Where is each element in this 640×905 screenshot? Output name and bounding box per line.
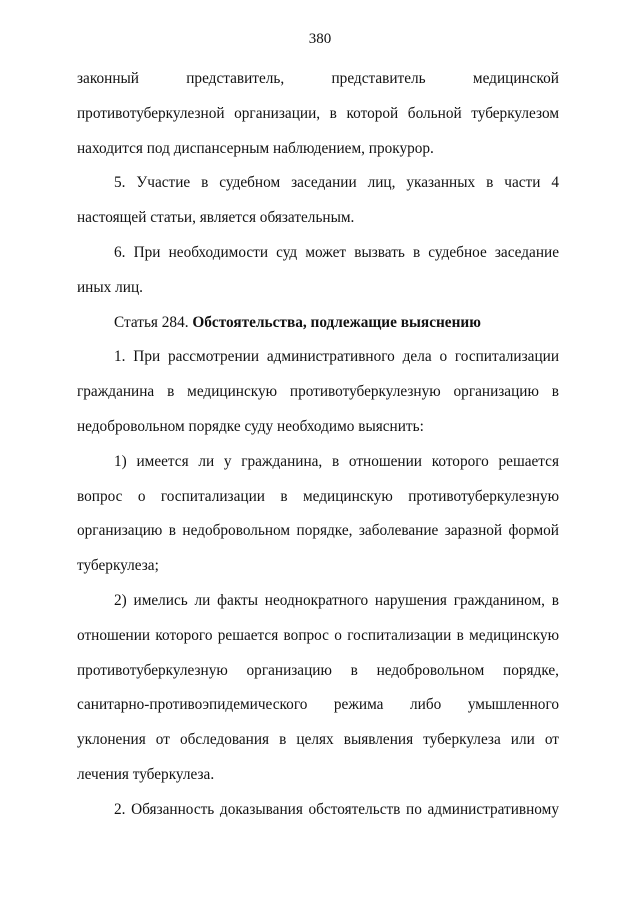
paragraph-part-6: 6. При необходимости суд может вызвать в судебное заседание иных лиц. [77,243,559,296]
paragraph-continuation: законный представитель, представитель медицинской противотуберкулезной организации, в которой больной туберкулезом находится под диспансерным наблюдением, прокурор. [77,70,559,157]
list-item-2: 2) имелись ли факты неоднократного нарушения гражданином, в отношении которого решается вопрос о госпитализации в медицинскую противотуберкулезную организацию в недобровольном порядке, санитарно-противоэпидемического режима либо умышленного уклонения от обследования в целях выявления туберкулеза или от лечения туберкулеза. [77,591,559,783]
list-item-1: 1) имеется ли у гражданина, в отношении которого решается вопрос о госпитализации в медицинскую противотуберкулезную организацию в недобровольном порядке, заболевание заразной формой туберкулеза; [77,452,559,575]
paragraph-part-5: 5. Участие в судебном заседании лиц, указанных в части 4 настоящей статьи, является обязательным. [77,174,559,227]
body-text [77,62,559,828]
page-number: 380 [308,31,332,47]
paragraph-part-1: 1. При рассмотрении административного дела о госпитализации гражданина в медицинскую противотуберкулезную организацию в недобровольном порядке суду необходимо выяснить: [77,348,559,435]
paragraph-part-2: 2. Обязанность доказывания обстоятельств по административному [114,800,559,818]
article-heading [77,306,559,341]
article-number: Статья 284. [114,313,193,331]
article-title: Обстоятельства, подлежащие выяснению [192,313,481,331]
